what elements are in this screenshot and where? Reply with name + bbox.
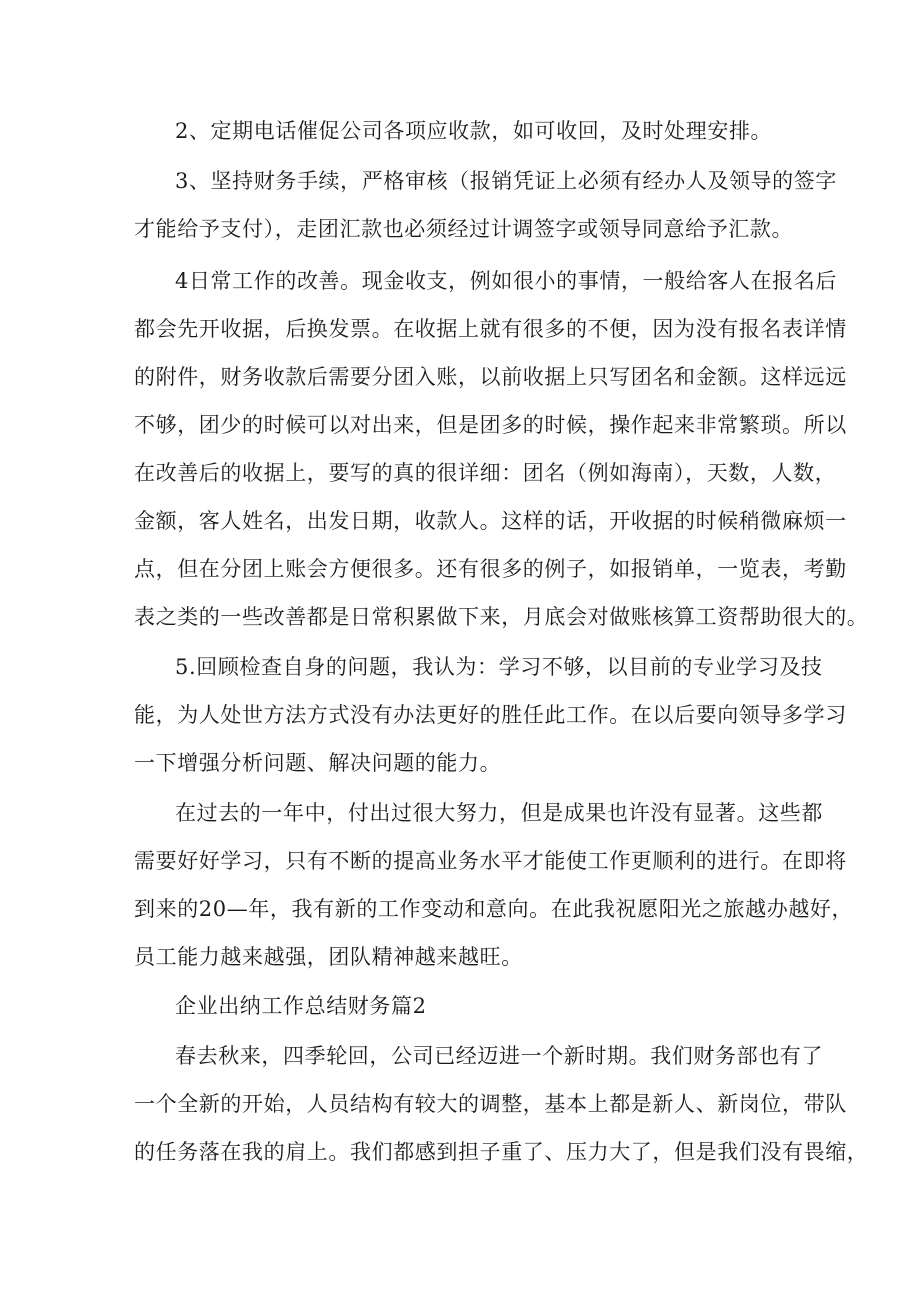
text-line: [134, 841, 920, 881]
text-line: [134, 743, 920, 783]
text-line: [134, 501, 920, 541]
text-line: [175, 111, 920, 151]
text-line: [175, 647, 920, 687]
text-line: [175, 793, 920, 833]
line-text: 一个全新的开始，人员结构有较大的调整，基本上都是新人、新岗位，带队: [134, 1092, 847, 1116]
text-line: [134, 209, 920, 249]
line-text: 才能给予支付），走团汇款也必须经过计调签字或领导同意给予汇款。: [134, 217, 794, 241]
line-text: 的附件，财务收款后需要分团入账，以前收据上只写团名和金额。这样远远: [134, 365, 847, 389]
text-line: [134, 597, 920, 637]
line-text: 不够，团少的时候可以对出来，但是团多的时候，操作起来非常繁琐。所以: [134, 413, 847, 437]
line-text: 的任务落在我的肩上。我们都感到担子重了、压力大了，但是我们没有畏缩，: [134, 1140, 869, 1164]
line-text: 点，但在分团上账会方便很多。还有很多的例子，如报销单，一览表，考勤: [134, 557, 847, 581]
line-text: 员工能力越来越强，团队精神越来越旺。: [134, 945, 523, 969]
line-text: 到来的20—年，我有新的工作变动和意向。在此我祝愿阳光之旅越办越好，: [134, 897, 854, 921]
line-text: 表之类的一些改善都是日常积累做下来，月底会对做账核算工资帮助很大的。: [134, 605, 869, 629]
text-line: [134, 405, 920, 445]
line-text: 在过去的一年中，付出过很大努力，但是成果也许没有显著。这些都: [175, 801, 823, 825]
line-text: 金额，客人姓名，出发日期，收款人。这样的话，开收据的时候稍微麻烦一: [134, 509, 847, 533]
line-text: 都会先开收据，后换发票。在收据上就有很多的不便，因为没有报名表详情: [134, 317, 847, 341]
line-text: 需要好好学习，只有不断的提高业务水平才能使工作更顺利的进行。在即将: [134, 849, 847, 873]
text-line: [134, 695, 920, 735]
text-line: [134, 309, 920, 349]
text-line: [175, 161, 920, 201]
text-line: [134, 937, 920, 977]
line-text: 春去秋来，四季轮回，公司已经迈进一个新时期。我们财务部也有了: [175, 1044, 823, 1068]
text-line: [134, 1084, 920, 1124]
text-line: [134, 357, 920, 397]
text-line: [134, 549, 920, 589]
line-text: 3、坚持财务手续，严格审核（报销凭证上必须有经办人及领导的签字: [175, 169, 837, 193]
text-line: [175, 261, 920, 301]
text-line: [134, 889, 920, 929]
text-line: [134, 453, 920, 493]
line-text: 4日常工作的改善。现金收支，例如很小的事情，一般给客人在报名后: [175, 269, 837, 293]
line-text: 能，为人处世方法方式没有办法更好的胜任此工作。在以后要向领导多学习: [134, 703, 847, 727]
line-text: 在改善后的收据上，要写的真的很详细：团名（例如海南），天数，人数，: [134, 461, 837, 485]
heading-text: 企业出纳工作总结财务篇2: [175, 994, 427, 1018]
line-text: 2、定期电话催促公司各项应收款，如可收回，及时处理安排。: [175, 119, 773, 143]
section-heading: [175, 986, 920, 1026]
line-text: 5.回顾检查自身的问题，我认为：学习不够，以目前的专业学习及技: [175, 655, 823, 679]
line-text: 一下增强分析问题、解决问题的能力。: [134, 751, 502, 775]
text-line: [175, 1036, 920, 1076]
text-line: [134, 1132, 920, 1172]
